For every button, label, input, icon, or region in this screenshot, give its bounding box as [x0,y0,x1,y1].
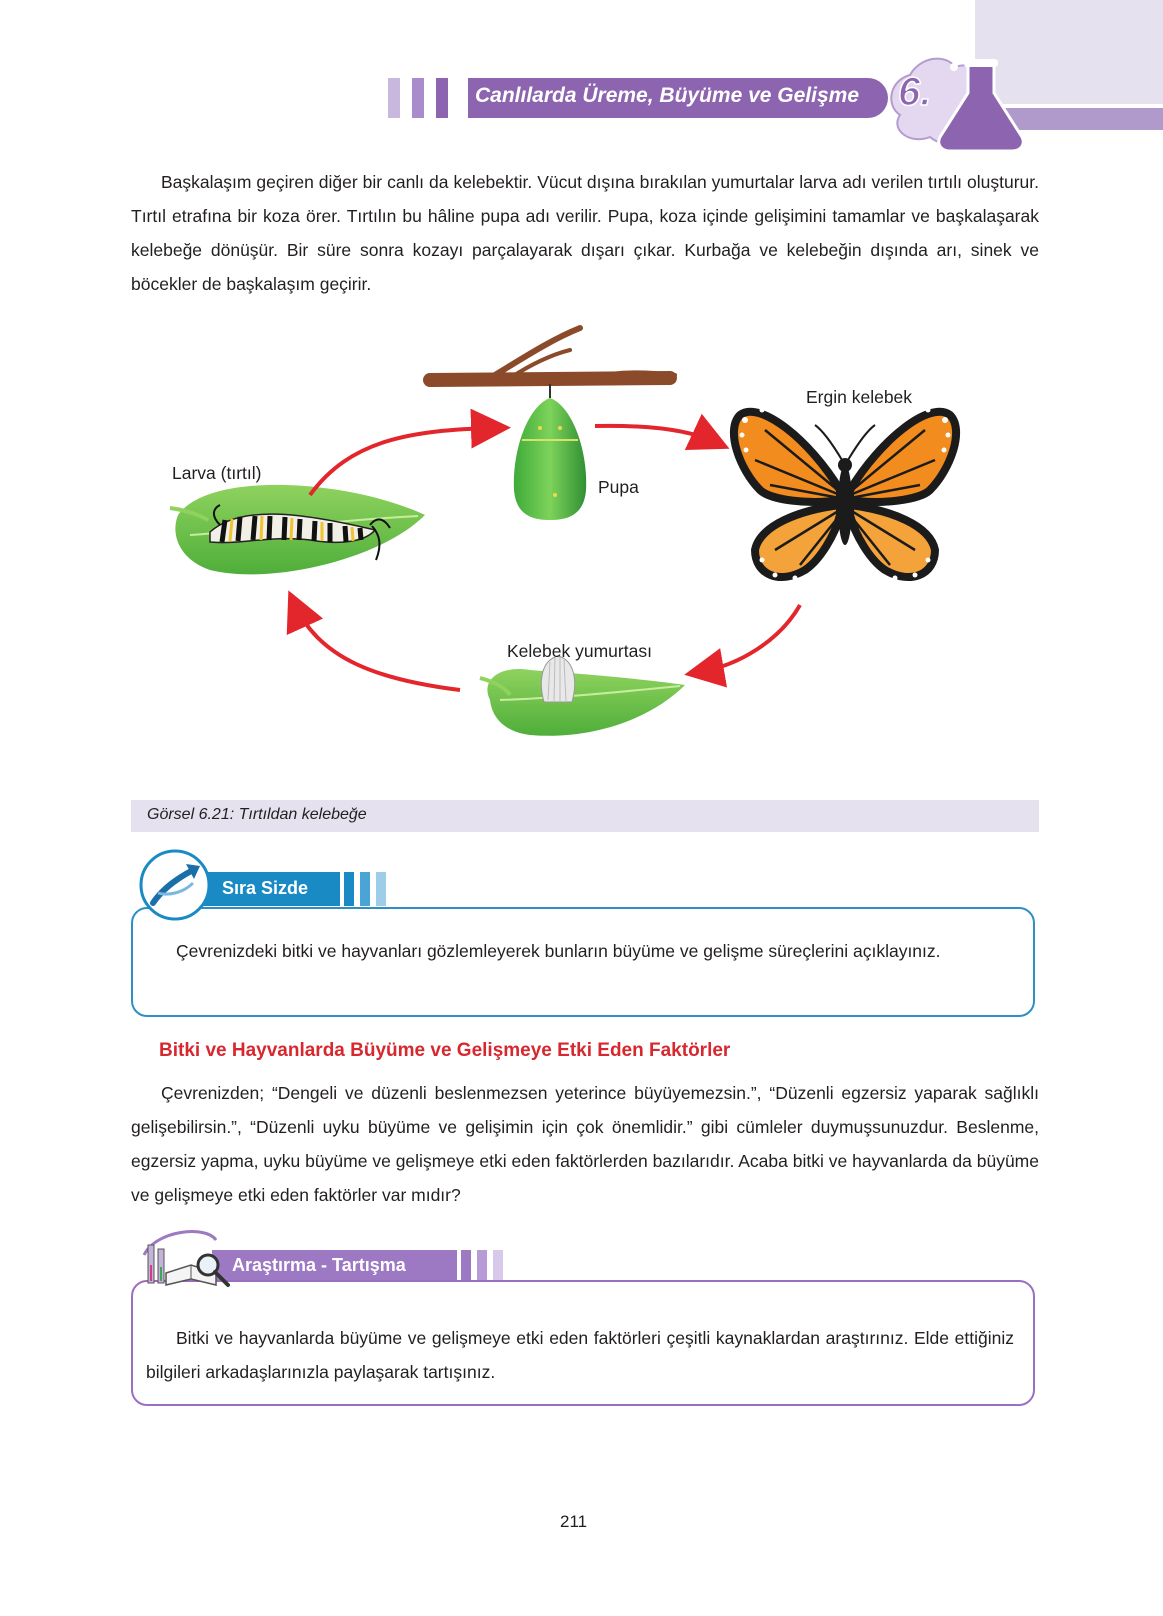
arastirma-stripes [457,1250,517,1280]
arastirma-title: Araştırma - Tartışma [232,1255,406,1275]
header-stripe [412,78,424,118]
butterfly [734,408,956,581]
header-stripe [388,78,400,118]
section-paragraph: Çevrenizden; “Dengeli ve düzenli beslenmezsen yeterince büyüyemezsin.”, “Düzenli egzersiz yaparak sağlıklı gelişebilirsin.”, “Düzenli uyku büyüme ve gelişimin için çok önemlidir.” gibi cümleler duymuşsunuzdur. Beslenme, egzersiz yapma, uyku büyüme ve gelişmeye etki eden faktörlerden bazılarıdır. Acaba bitki ve hayvanlarda da büyüme ve gelişmeye etki eden faktörler var mıdır? [131,1083,1039,1205]
sira-sizde-title: Sıra Sizde [222,878,309,898]
chapter-number: 6. [898,70,932,114]
branch [430,328,675,380]
chapter-title: Canlılarda Üreme, Büyüme ve Gelişme [475,84,859,107]
arrow-pupa-to-adult [595,426,715,442]
flask-icon [880,45,1030,155]
figure-caption: Görsel 6.21: Tırtıldan kelebeğe [147,806,367,823]
section-heading: Bitki ve Hayvanlarda Büyüme ve Gelişmeye Etki Eden Faktörler [159,1040,731,1061]
page-number: 211 [560,1512,588,1531]
label-egg: Kelebek yumurtası [507,641,652,661]
label-pupa: Pupa [598,477,639,497]
intro-paragraph: Başkalaşım geçiren diğer bir canlı da kelebektir. Vücut dışına bırakılan yumurtalar larva adı verilen tırtılı oluşturur. Tırtıl etrafına bir koza örer. Tırtılın bu hâline pupa adı verilir. Pupa, koza içinde gelişimini tamamlar ve başkalaşarak kelebeğe dönüşür. Bir süre sonra kozayı parçalayarak dışarı çıkar. Kurbağa ve kelebeğin dışında arı, sinek ve böcekler de başkalaşım geçirir. [131,172,1039,294]
caterpillar-on-leaf [170,485,425,574]
arastirma-text: Bitki ve hayvanlarda büyüme ve gelişmeye etki eden faktörleri çeşitli kaynaklardan araştırınız. Elde ettiğiniz bilgileri arkadaşlarınızla paylaşarak tartışınız. [146,1328,1014,1382]
sira-sizde-text: Çevrenizdeki bitki ve hayvanları gözlemleyerek bunların büyüme ve gelişme süreçlerini açıklayınız. [176,941,941,961]
sira-sizde-stripes [340,872,400,906]
arrow-adult-to-egg [700,605,800,672]
arrow-larva-to-pupa [310,428,495,495]
arrow-egg-to-larva [295,605,460,690]
header-stripe [436,78,448,118]
egg-on-leaf [480,656,685,736]
arrow-target-icon [138,848,213,923]
label-adult: Ergin kelebek [806,387,913,407]
pupa-chrysalis [514,384,586,520]
book-magnifier-icon [136,1225,236,1295]
label-larva: Larva (tırtıl) [172,463,262,483]
